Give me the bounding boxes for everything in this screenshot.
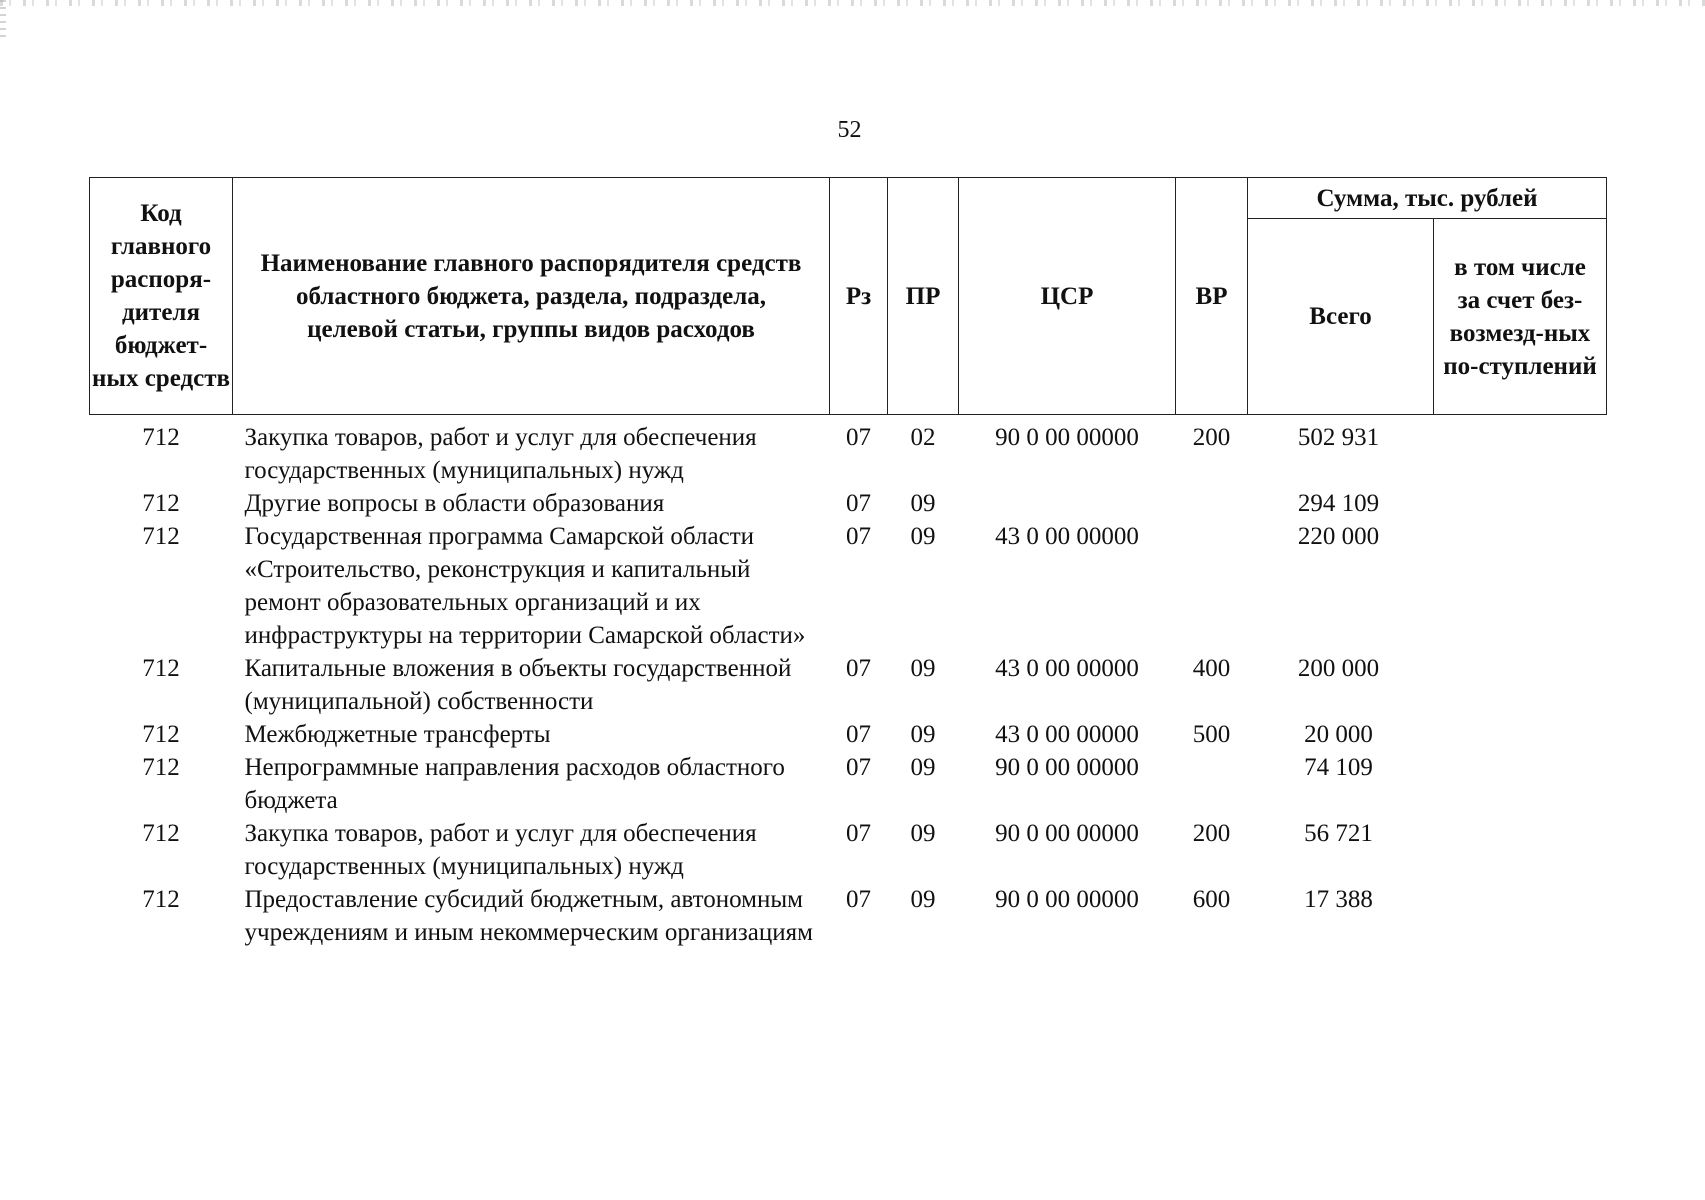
budget-table xyxy=(89,177,1607,949)
cell-total: 20 000 xyxy=(1304,721,1373,748)
cell-incl xyxy=(1434,520,1607,652)
cell-code: 712 xyxy=(142,523,180,550)
cell-name: Другие вопросы в области образования xyxy=(244,490,665,517)
cell-total: 220 000 xyxy=(1297,523,1380,550)
header-rz: Рз xyxy=(830,178,888,415)
cell-rz: 07 xyxy=(846,655,871,682)
cell-code: 712 xyxy=(142,721,180,748)
cell-incl xyxy=(1434,883,1607,949)
scan-corner-noise xyxy=(0,0,6,40)
cell-pr: 09 xyxy=(910,721,936,748)
cell-total: 17 388 xyxy=(1304,886,1373,913)
cell-rz: 07 xyxy=(846,820,871,847)
cell-pr: 09 xyxy=(910,754,936,781)
cell-code: 712 xyxy=(142,886,180,913)
cell-incl xyxy=(1434,652,1607,718)
cell-incl xyxy=(1434,415,1607,488)
cell-name: Закупка товаров, работ и услуг для обеспечения государственных (муниципальных) нужд xyxy=(244,424,757,484)
cell-pr: 09 xyxy=(910,820,936,847)
cell-csr: 43 0 00 00000 xyxy=(995,523,1139,550)
cell-code: 712 xyxy=(142,820,180,847)
cell-pr: 09 xyxy=(910,655,936,682)
table-row xyxy=(90,520,1607,652)
header-pr: ПР xyxy=(888,178,959,415)
scan-edge-noise xyxy=(0,0,1705,6)
cell-pr: 09 xyxy=(910,886,936,913)
cell-vr: 600 xyxy=(1192,886,1231,913)
table-row xyxy=(90,883,1607,949)
cell-rz: 07 xyxy=(846,424,871,451)
cell-total: 502 931 xyxy=(1297,424,1380,451)
cell-vr: 200 xyxy=(1192,424,1231,451)
table-row xyxy=(90,751,1607,817)
table-row xyxy=(90,817,1607,883)
cell-code: 712 xyxy=(142,754,180,781)
cell-vr xyxy=(1176,487,1248,520)
cell-vr: 200 xyxy=(1192,820,1231,847)
cell-vr: 400 xyxy=(1192,655,1231,682)
cell-csr: 90 0 00 00000 xyxy=(995,886,1139,913)
cell-pr: 02 xyxy=(910,424,936,451)
cell-csr: 43 0 00 00000 xyxy=(995,655,1139,682)
table-row xyxy=(90,487,1607,520)
cell-vr xyxy=(1176,520,1248,652)
cell-csr: 90 0 00 00000 xyxy=(995,820,1139,847)
header-csr: ЦСР xyxy=(959,178,1176,415)
header-sum-group: Сумма, тыс. рублей xyxy=(1248,178,1607,219)
cell-csr: 90 0 00 00000 xyxy=(995,424,1139,451)
cell-rz: 07 xyxy=(846,490,871,517)
table-row xyxy=(90,652,1607,718)
header-code: Код главного распоря-дителя бюджет-ных средств xyxy=(90,178,233,415)
page-number: 52 xyxy=(837,117,862,143)
cell-rz: 07 xyxy=(846,721,871,748)
cell-code: 712 xyxy=(142,490,180,517)
header-incl: в том числе за счет без-возмезд-ных по-ступлений xyxy=(1434,219,1607,415)
cell-name: Межбюджетные трансферты xyxy=(244,721,551,748)
header-vr: ВР xyxy=(1176,178,1248,415)
header-name: Наименование главного распорядителя средств областного бюджета, раздела, подраздела, целевой статьи, группы видов расходов xyxy=(233,178,830,415)
cell-name: Государственная программа Самарской области «Строительство, реконструкция и капитальный ремонт образовательных организаций и их инфраструктуры на территории Самарской области» xyxy=(244,523,806,649)
cell-incl xyxy=(1434,718,1607,751)
cell-total: 56 721 xyxy=(1304,820,1373,847)
cell-code: 712 xyxy=(142,655,180,682)
cell-rz: 07 xyxy=(846,754,871,781)
table-body xyxy=(90,415,1607,950)
cell-incl xyxy=(1434,817,1607,883)
cell-vr xyxy=(1176,751,1248,817)
cell-rz: 07 xyxy=(846,523,871,550)
cell-rz: 07 xyxy=(846,886,871,913)
cell-name: Непрограммные направления расходов областного бюджета xyxy=(244,754,785,814)
cell-total: 294 109 xyxy=(1297,490,1380,517)
cell-name: Закупка товаров, работ и услуг для обеспечения государственных (муниципальных) нужд xyxy=(244,820,757,880)
table-header xyxy=(90,178,1607,415)
cell-csr xyxy=(959,487,1176,520)
cell-pr: 09 xyxy=(910,490,936,517)
cell-total: 74 109 xyxy=(1304,754,1373,781)
cell-csr: 43 0 00 00000 xyxy=(995,721,1139,748)
cell-name: Капитальные вложения в объекты государственной (муниципальной) собственности xyxy=(244,655,792,715)
cell-vr: 500 xyxy=(1192,721,1231,748)
cell-name: Предоставление субсидий бюджетным, автономным учреждениям и иным некоммерческим организациям xyxy=(244,886,813,946)
cell-code: 712 xyxy=(142,424,180,451)
cell-incl xyxy=(1434,751,1607,817)
table-row xyxy=(90,415,1607,488)
table-row xyxy=(90,718,1607,751)
cell-csr: 90 0 00 00000 xyxy=(995,754,1139,781)
cell-incl xyxy=(1434,487,1607,520)
header-total: Всего xyxy=(1248,219,1434,415)
cell-total: 200 000 xyxy=(1297,655,1380,682)
cell-pr: 09 xyxy=(910,523,936,550)
